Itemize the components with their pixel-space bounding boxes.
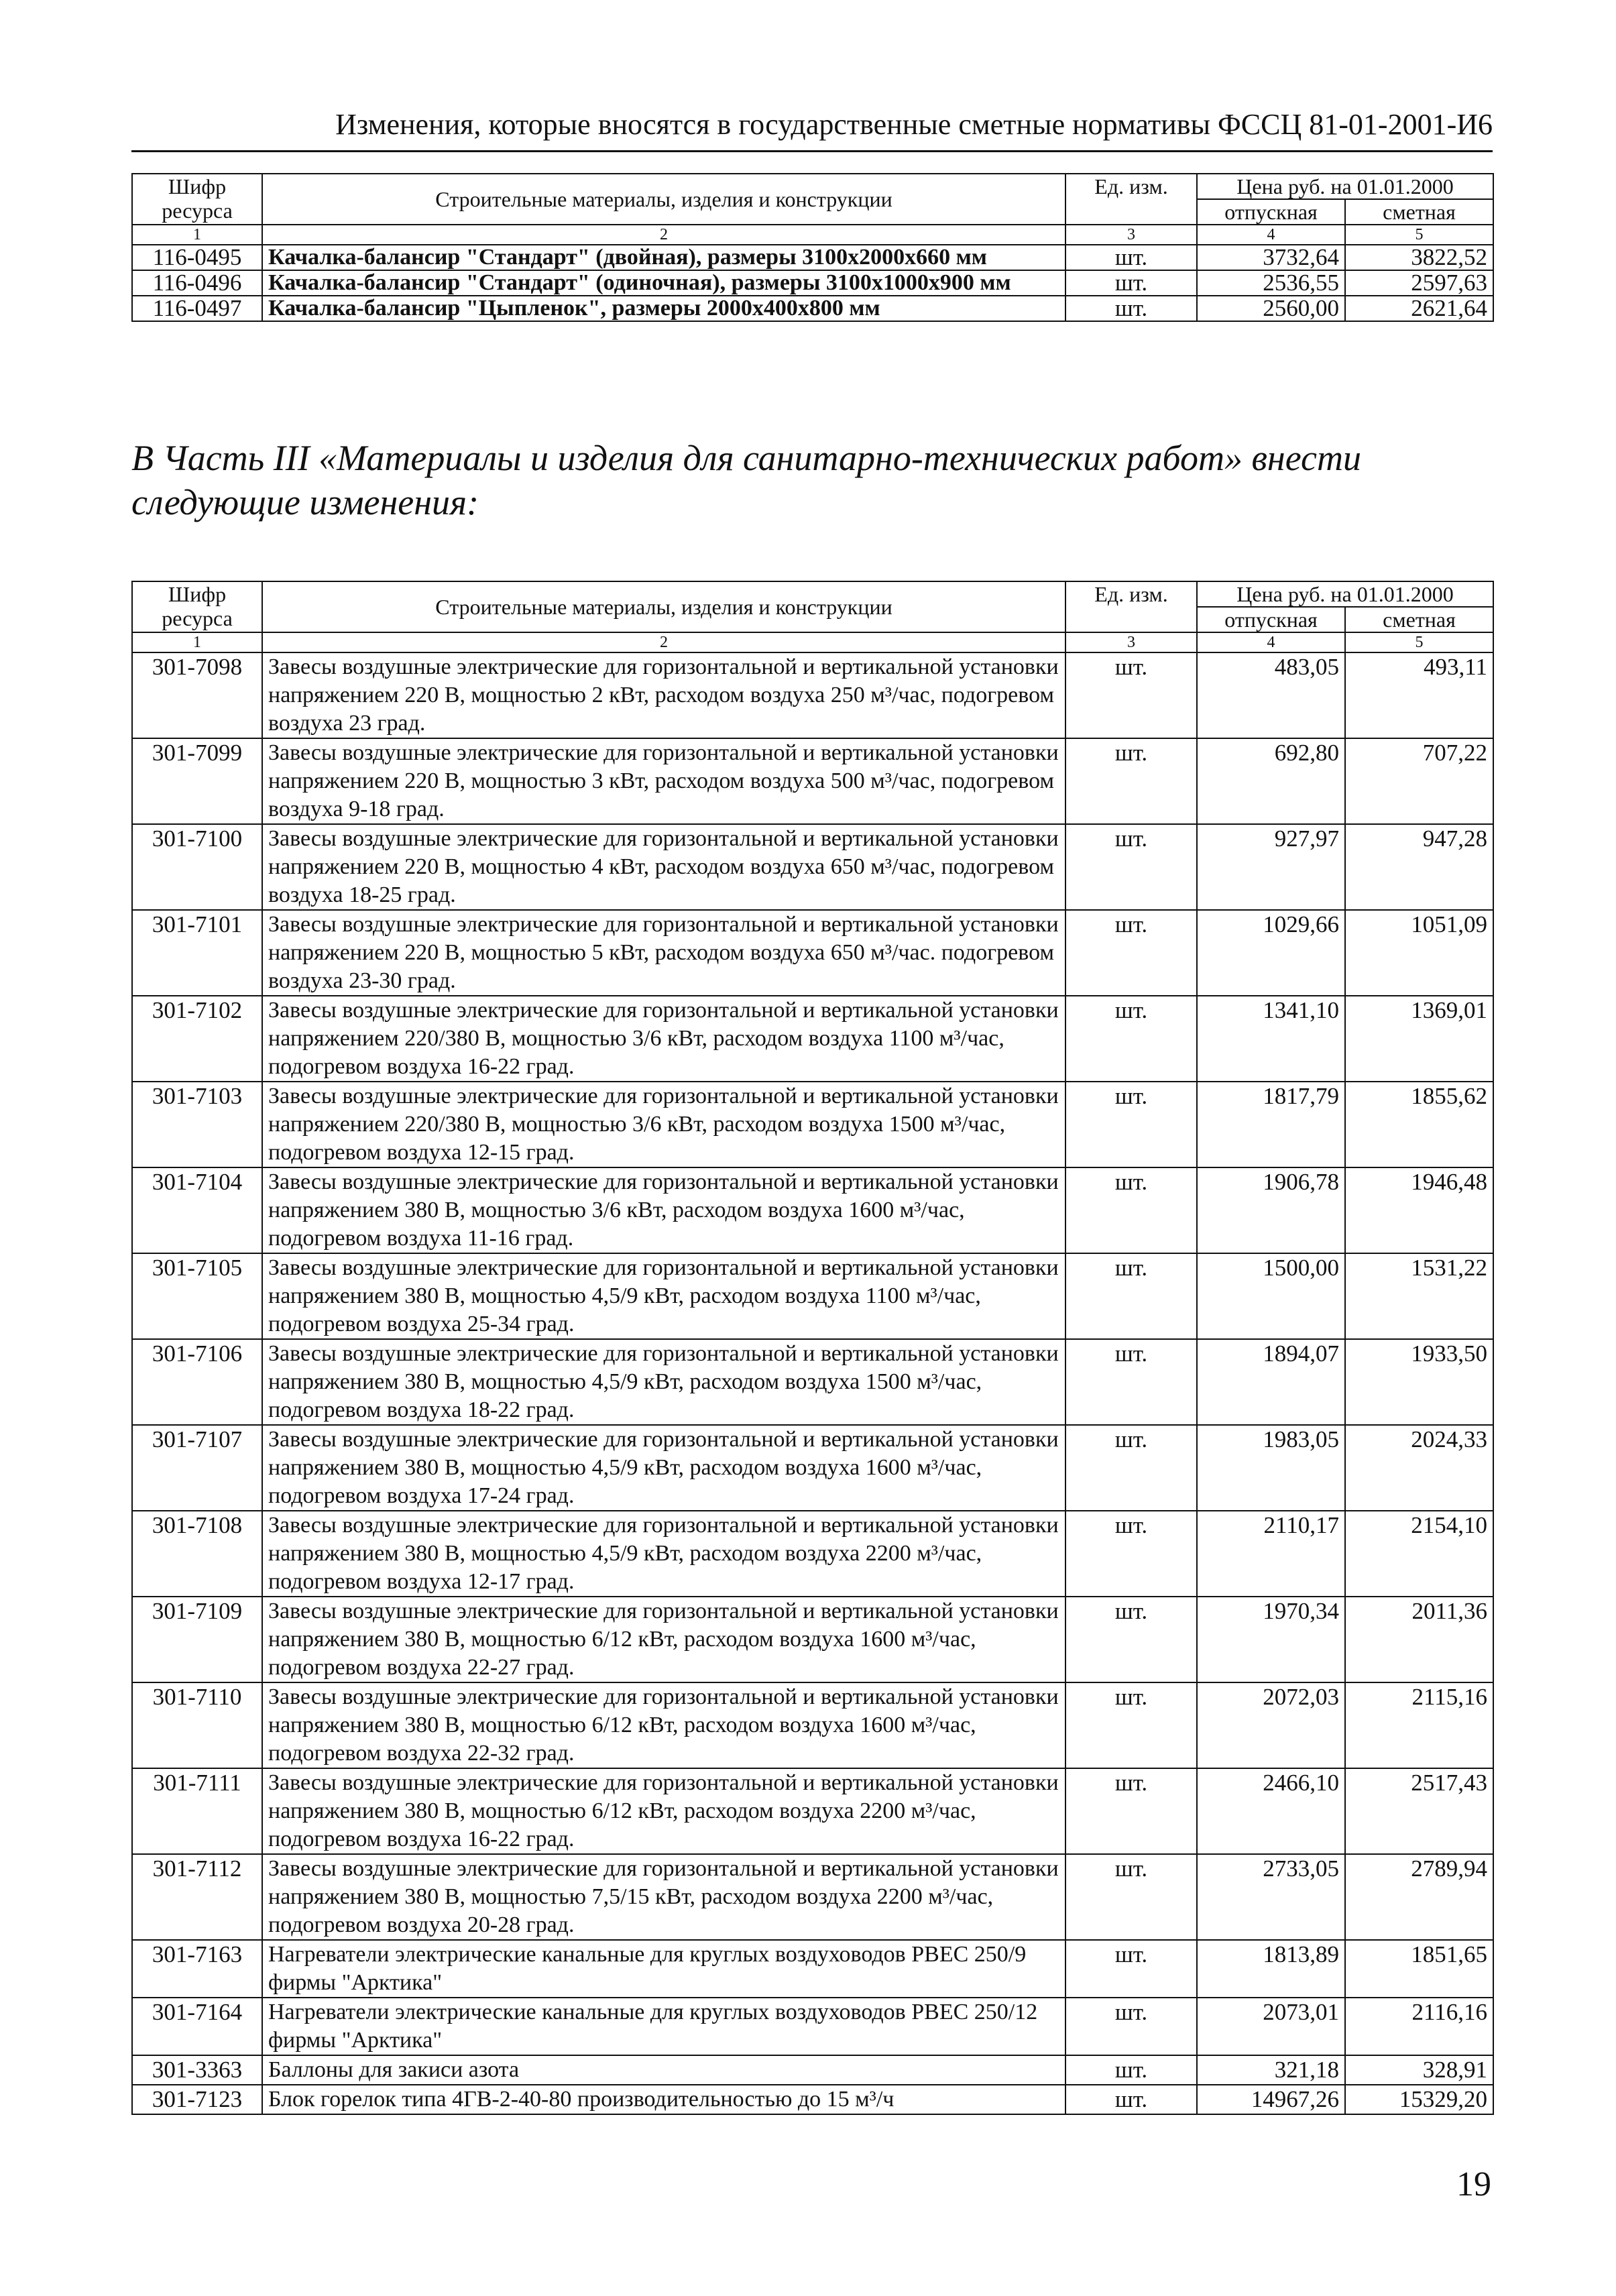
material-name: Качалка-балансир "Стандарт" (двойная), размеры 3100х2000х660 мм — [262, 245, 1065, 270]
page-number: 19 — [1456, 2165, 1491, 2203]
table-row — [132, 1768, 1493, 1854]
table-row — [132, 1511, 1493, 1597]
table-row — [132, 296, 1493, 321]
unit: шт. — [1065, 996, 1197, 1082]
release-price: 1983,05 — [1197, 1425, 1345, 1511]
section-heading: В Часть III «Материалы и изделия для санитарно-технических работ» внести следующие изменения: — [131, 438, 1361, 522]
resource-code: 301-7123 — [132, 2085, 262, 2114]
unit: шт. — [1065, 1998, 1197, 2055]
unit: шт. — [1065, 296, 1197, 321]
release-price: 1813,89 — [1197, 1940, 1345, 1998]
estimate-price: 1531,22 — [1345, 1253, 1493, 1339]
table-row — [132, 1425, 1493, 1511]
estimate-price: 2024,33 — [1345, 1425, 1493, 1511]
material-name: Завесы воздушные электрические для горизонтальной и вертикальной установки напряжением 380 В, мощностью 7,5/15 кВт, расходом воздуха 2200 м³/час, подогревом воздуха 20-28 град. — [262, 1854, 1065, 1940]
release-price: 2733,05 — [1197, 1854, 1345, 1940]
col-header-release: отпускная — [1197, 607, 1345, 632]
col-header-code: Шифр ресурса — [132, 174, 262, 225]
resource-code: 301-7107 — [132, 1425, 262, 1511]
table-row — [132, 1682, 1493, 1768]
col-header-release: отпускная — [1197, 199, 1345, 225]
material-name: Завесы воздушные электрические для горизонтальной и вертикальной установки напряжением 380 В, мощностью 4,5/9 кВт, расходом воздуха 1500 м³/час, подогревом воздуха 18-22 град. — [262, 1339, 1065, 1425]
materials-table-2 — [131, 581, 1494, 2115]
unit: шт. — [1065, 1682, 1197, 1768]
material-name: Завесы воздушные электрические для горизонтальной и вертикальной установки напряжением 380 В, мощностью 4,5/9 кВт, расходом воздуха 1600 м³/час, подогревом воздуха 17-24 град. — [262, 1425, 1065, 1511]
col-header-name: Строительные материалы, изделия и конструкции — [262, 174, 1065, 225]
estimate-price: 2597,63 — [1345, 270, 1493, 296]
release-price: 1906,78 — [1197, 1167, 1345, 1253]
release-price: 321,18 — [1197, 2055, 1345, 2085]
resource-code: 301-7098 — [132, 652, 262, 738]
estimate-price: 2789,94 — [1345, 1854, 1493, 1940]
estimate-price: 1369,01 — [1345, 996, 1493, 1082]
estimate-price: 1855,62 — [1345, 1082, 1493, 1167]
release-price: 2072,03 — [1197, 1682, 1345, 1768]
material-name: Завесы воздушные электрические для горизонтальной и вертикальной установки напряжением 220 В, мощностью 4 кВт, расходом воздуха 650 м³/час, подогревом воздуха 18-25 град. — [262, 824, 1065, 910]
resource-code: 301-7099 — [132, 738, 262, 824]
col-number: 5 — [1345, 225, 1493, 245]
estimate-price: 2011,36 — [1345, 1597, 1493, 1682]
material-name: Завесы воздушные электрические для горизонтальной и вертикальной установки напряжением 220 В, мощностью 3 кВт, расходом воздуха 500 м³/час, подогревом воздуха 9-18 град. — [262, 738, 1065, 824]
unit: шт. — [1065, 1425, 1197, 1511]
estimate-price: 15329,20 — [1345, 2085, 1493, 2114]
unit: шт. — [1065, 1768, 1197, 1854]
material-name: Завесы воздушные электрические для горизонтальной и вертикальной установки напряжением 380 В, мощностью 6/12 кВт, расходом воздуха 1600 м³/час, подогревом воздуха 22-32 град. — [262, 1682, 1065, 1768]
unit: шт. — [1065, 1854, 1197, 1940]
col-header-unit: Ед. изм. — [1065, 174, 1197, 225]
col-header-unit: Ед. изм. — [1065, 581, 1197, 632]
release-price: 927,97 — [1197, 824, 1345, 910]
material-name: Завесы воздушные электрические для горизонтальной и вертикальной установки напряжением 380 В, мощностью 6/12 кВт, расходом воздуха 1600 м³/час, подогревом воздуха 22-27 град. — [262, 1597, 1065, 1682]
release-price: 14967,26 — [1197, 2085, 1345, 2114]
resource-code: 301-7110 — [132, 1682, 262, 1768]
col-header-estimate: сметная — [1345, 199, 1493, 225]
resource-code: 116-0495 — [132, 245, 262, 270]
resource-code: 301-3363 — [132, 2055, 262, 2085]
estimate-price: 2154,10 — [1345, 1511, 1493, 1597]
material-name: Завесы воздушные электрические для горизонтальной и вертикальной установки напряжением 220 В, мощностью 5 кВт, расходом воздуха 650 м³/час. подогревом воздуха 23-30 град. — [262, 910, 1065, 996]
estimate-price: 2115,16 — [1345, 1682, 1493, 1768]
resource-code: 301-7100 — [132, 824, 262, 910]
unit: шт. — [1065, 2055, 1197, 2085]
table-row — [132, 1253, 1493, 1339]
table-row — [132, 1167, 1493, 1253]
material-name: Завесы воздушные электрические для горизонтальной и вертикальной установки напряжением 380 В, мощностью 6/12 кВт, расходом воздуха 2200 м³/час, подогревом воздуха 16-22 град. — [262, 1768, 1065, 1854]
table-row — [132, 1082, 1493, 1167]
col-number: 2 — [262, 632, 1065, 652]
unit: шт. — [1065, 1511, 1197, 1597]
release-price: 1500,00 — [1197, 1253, 1345, 1339]
release-price: 2560,00 — [1197, 296, 1345, 321]
estimate-price: 1946,48 — [1345, 1167, 1493, 1253]
release-price: 3732,64 — [1197, 245, 1345, 270]
estimate-price: 2517,43 — [1345, 1768, 1493, 1854]
release-price: 1894,07 — [1197, 1339, 1345, 1425]
col-header-code: Шифр ресурса — [132, 581, 262, 632]
unit: шт. — [1065, 738, 1197, 824]
estimate-price: 1851,65 — [1345, 1940, 1493, 1998]
material-name: Завесы воздушные электрические для горизонтальной и вертикальной установки напряжением 380 В, мощностью 3/6 кВт, расходом воздуха 1600 м³/час, подогревом воздуха 11-16 град. — [262, 1167, 1065, 1253]
resource-code: 301-7105 — [132, 1253, 262, 1339]
page-header-title: Изменения, которые вносятся в государственные сметные нормативы ФССЦ 81-01-2001-И6 — [335, 108, 1493, 141]
release-price: 1341,10 — [1197, 996, 1345, 1082]
estimate-price: 707,22 — [1345, 738, 1493, 824]
release-price: 2073,01 — [1197, 1998, 1345, 2055]
estimate-price: 1051,09 — [1345, 910, 1493, 996]
table-row — [132, 738, 1493, 824]
table-2-body — [132, 652, 1493, 2114]
release-price: 2110,17 — [1197, 1511, 1345, 1597]
table-row — [132, 245, 1493, 270]
estimate-price: 493,11 — [1345, 652, 1493, 738]
header-rule — [131, 150, 1493, 152]
release-price: 2466,10 — [1197, 1768, 1345, 1854]
estimate-price: 1933,50 — [1345, 1339, 1493, 1425]
table-row — [132, 1597, 1493, 1682]
unit: шт. — [1065, 652, 1197, 738]
resource-code: 301-7112 — [132, 1854, 262, 1940]
materials-table-1 — [131, 173, 1494, 322]
col-header-estimate: сметная — [1345, 607, 1493, 632]
release-price: 1817,79 — [1197, 1082, 1345, 1167]
resource-code: 301-7103 — [132, 1082, 262, 1167]
unit: шт. — [1065, 910, 1197, 996]
col-number: 4 — [1197, 225, 1345, 245]
material-name: Нагреватели электрические канальные для круглых воздуховодов РВЕС 250/9 фирмы "Арктика" — [262, 1940, 1065, 1998]
table-row — [132, 1998, 1493, 2055]
unit: шт. — [1065, 1597, 1197, 1682]
material-name: Завесы воздушные электрические для горизонтальной и вертикальной установки напряжением 380 В, мощностью 4,5/9 кВт, расходом воздуха 1100 м³/час, подогревом воздуха 25-34 град. — [262, 1253, 1065, 1339]
col-number: 3 — [1065, 632, 1197, 652]
table-row — [132, 996, 1493, 1082]
material-name: Завесы воздушные электрические для горизонтальной и вертикальной установки напряжением 220 В, мощностью 2 кВт, расходом воздуха 250 м³/час, подогревом воздуха 23 град. — [262, 652, 1065, 738]
table-row — [132, 270, 1493, 296]
col-number: 4 — [1197, 632, 1345, 652]
material-name: Нагреватели электрические канальные для круглых воздуховодов РВЕС 250/12 фирмы "Арктика" — [262, 1998, 1065, 2055]
unit: шт. — [1065, 2085, 1197, 2114]
resource-code: 301-7111 — [132, 1768, 262, 1854]
table-row — [132, 2085, 1493, 2114]
resource-code: 301-7102 — [132, 996, 262, 1082]
resource-code: 301-7109 — [132, 1597, 262, 1682]
unit: шт. — [1065, 1940, 1197, 1998]
material-name: Завесы воздушные электрические для горизонтальной и вертикальной установки напряжением 220/380 В, мощностью 3/6 кВт, расходом воздуха 1500 м³/час, подогревом воздуха 12-15 град. — [262, 1082, 1065, 1167]
release-price: 1029,66 — [1197, 910, 1345, 996]
unit: шт. — [1065, 1082, 1197, 1167]
col-number: 2 — [262, 225, 1065, 245]
table-row — [132, 1854, 1493, 1940]
col-header-price: Цена руб. на 01.01.2000 — [1197, 174, 1493, 199]
unit: шт. — [1065, 1253, 1197, 1339]
release-price: 2536,55 — [1197, 270, 1345, 296]
estimate-price: 3822,52 — [1345, 245, 1493, 270]
resource-code: 301-7101 — [132, 910, 262, 996]
resource-code: 301-7164 — [132, 1998, 262, 2055]
unit: шт. — [1065, 245, 1197, 270]
resource-code: 116-0497 — [132, 296, 262, 321]
material-name: Завесы воздушные электрические для горизонтальной и вертикальной установки напряжением 380 В, мощностью 4,5/9 кВт, расходом воздуха 2200 м³/час, подогревом воздуха 12-17 град. — [262, 1511, 1065, 1597]
material-name: Качалка-балансир "Стандарт" (одиночная), размеры 3100х1000х900 мм — [262, 270, 1065, 296]
resource-code: 301-7108 — [132, 1511, 262, 1597]
table-row — [132, 2055, 1493, 2085]
unit: шт. — [1065, 1339, 1197, 1425]
table-row — [132, 652, 1493, 738]
material-name: Баллоны для закиси азота — [262, 2055, 1065, 2085]
table-row — [132, 1940, 1493, 1998]
col-header-name: Строительные материалы, изделия и конструкции — [262, 581, 1065, 632]
table-row — [132, 824, 1493, 910]
table-row — [132, 1339, 1493, 1425]
table-row — [132, 910, 1493, 996]
resource-code: 116-0496 — [132, 270, 262, 296]
release-price: 692,80 — [1197, 738, 1345, 824]
col-number: 1 — [132, 225, 262, 245]
material-name: Блок горелок типа 4ГВ-2-40-80 производительностью до 15 м³/ч — [262, 2085, 1065, 2114]
resource-code: 301-7104 — [132, 1167, 262, 1253]
material-name: Качалка-балансир "Цыпленок", размеры 2000х400х800 мм — [262, 296, 1065, 321]
unit: шт. — [1065, 1167, 1197, 1253]
col-number: 1 — [132, 632, 262, 652]
col-number: 5 — [1345, 632, 1493, 652]
estimate-price: 2116,16 — [1345, 1998, 1493, 2055]
unit: шт. — [1065, 270, 1197, 296]
estimate-price: 2621,64 — [1345, 296, 1493, 321]
estimate-price: 328,91 — [1345, 2055, 1493, 2085]
estimate-price: 947,28 — [1345, 824, 1493, 910]
release-price: 1970,34 — [1197, 1597, 1345, 1682]
table-1-body — [132, 245, 1493, 321]
col-number: 3 — [1065, 225, 1197, 245]
release-price: 483,05 — [1197, 652, 1345, 738]
material-name: Завесы воздушные электрические для горизонтальной и вертикальной установки напряжением 220/380 В, мощностью 3/6 кВт, расходом воздуха 1100 м³/час, подогревом воздуха 16-22 град. — [262, 996, 1065, 1082]
resource-code: 301-7163 — [132, 1940, 262, 1998]
col-header-price: Цена руб. на 01.01.2000 — [1197, 581, 1493, 607]
resource-code: 301-7106 — [132, 1339, 262, 1425]
unit: шт. — [1065, 824, 1197, 910]
